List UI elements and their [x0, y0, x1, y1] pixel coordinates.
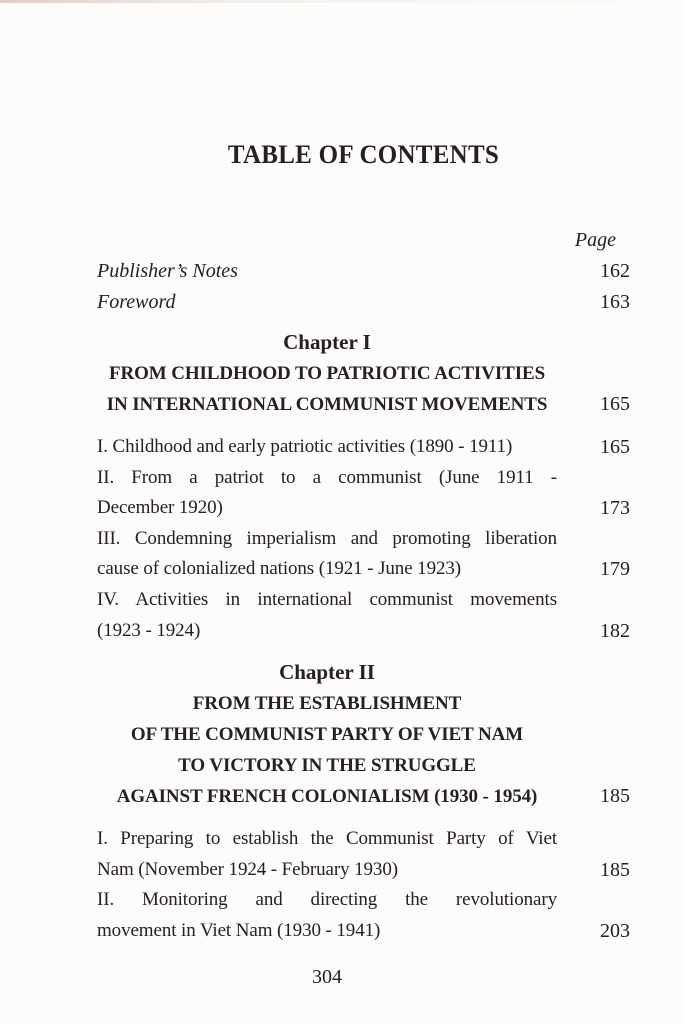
- chapter-page-number: 165: [600, 393, 630, 415]
- chapter-title-line: TO VICTORY IN THE STRUGGLE: [178, 755, 476, 777]
- chapter-page-number: 185: [600, 785, 630, 808]
- chapter-title-line: OF THE COMMUNIST PARTY OF VIET NAM: [130, 724, 524, 746]
- chapter-heading: [97, 657, 557, 812]
- front-matter-label: Publisher’s Notes: [97, 260, 238, 282]
- entry-text: [97, 432, 557, 463]
- entry-line: II. Monitoring and directing the revolutionary: [97, 889, 557, 911]
- entry-page-number: 185: [600, 858, 630, 881]
- chapter-list: [97, 327, 630, 947]
- entry-line: III. Condemning imperialism and promoting liberation: [97, 527, 557, 549]
- chapter-title-line: IN INTERNATIONAL COMMUNIST MOVEMENTS: [106, 394, 548, 415]
- toc-entry: [97, 524, 630, 585]
- front-matter-page-number: 163: [600, 291, 630, 313]
- entry-text: [97, 885, 557, 946]
- entry-line: cause of colonialized nations (1921 - June 1923): [97, 558, 462, 580]
- chapter-heading-row: [97, 327, 630, 420]
- chapter-title-line: FROM CHILDHOOD TO PATRIOTIC ACTIVITIES: [108, 363, 546, 384]
- toc-entry: [97, 432, 630, 463]
- front-matter-list: [97, 256, 630, 318]
- entry-page-number: 173: [600, 497, 630, 520]
- chapter-label: Chapter I: [283, 330, 371, 354]
- chapter-heading-row: [97, 657, 630, 812]
- toc-entry: [97, 885, 630, 946]
- toc-entry: [97, 463, 630, 524]
- entry-text: [97, 585, 557, 646]
- entry-page-number: 179: [600, 558, 630, 581]
- entry-line: II. From a patriot to a communist (June 1911 -: [97, 466, 557, 488]
- entry-text: [97, 824, 557, 885]
- entry-line: I. Childhood and early patriotic activities (1890 - 1911): [97, 436, 513, 457]
- toc-entry: [97, 585, 630, 646]
- front-matter-label: Foreword: [97, 291, 176, 313]
- chapter-title-line: AGAINST FRENCH COLONIALISM (1930 - 1954): [116, 786, 538, 808]
- page-column-label: Page: [574, 229, 616, 251]
- folio-page-number: 304: [312, 966, 342, 988]
- entry-page-number: 203: [600, 919, 630, 942]
- entry-text: [97, 524, 557, 585]
- entry-line: December 1920): [97, 497, 223, 519]
- entry-line: I. Preparing to establish the Communist Party of Viet: [97, 828, 557, 850]
- chapter-label: Chapter II: [279, 660, 375, 685]
- entry-line: Nam (November 1924 - February 1930): [97, 858, 398, 880]
- toc-entry: [97, 824, 630, 885]
- chapter-section: [97, 327, 630, 646]
- entry-line: movement in Viet Nam (1930 - 1941): [97, 919, 381, 941]
- front-matter-page-number: 162: [600, 260, 630, 282]
- entry-page-number: 165: [600, 436, 630, 458]
- chapter-heading: [97, 327, 557, 420]
- chapter-section: [97, 657, 630, 946]
- chapter-entry-list: [97, 824, 630, 946]
- front-matter-row: [97, 287, 630, 318]
- chapter-entry-list: [97, 432, 630, 646]
- entry-page-number: 182: [600, 619, 630, 642]
- toc-content: [97, 0, 630, 947]
- front-matter-row: [97, 256, 630, 287]
- page-title: TABLE OF CONTENTS: [227, 140, 500, 169]
- entry-text: [97, 463, 557, 524]
- entry-line: IV. Activities in international communist movements: [97, 588, 557, 610]
- entry-line: (1923 - 1924): [97, 619, 201, 641]
- chapter-title-line: FROM THE ESTABLISHMENT: [192, 693, 462, 715]
